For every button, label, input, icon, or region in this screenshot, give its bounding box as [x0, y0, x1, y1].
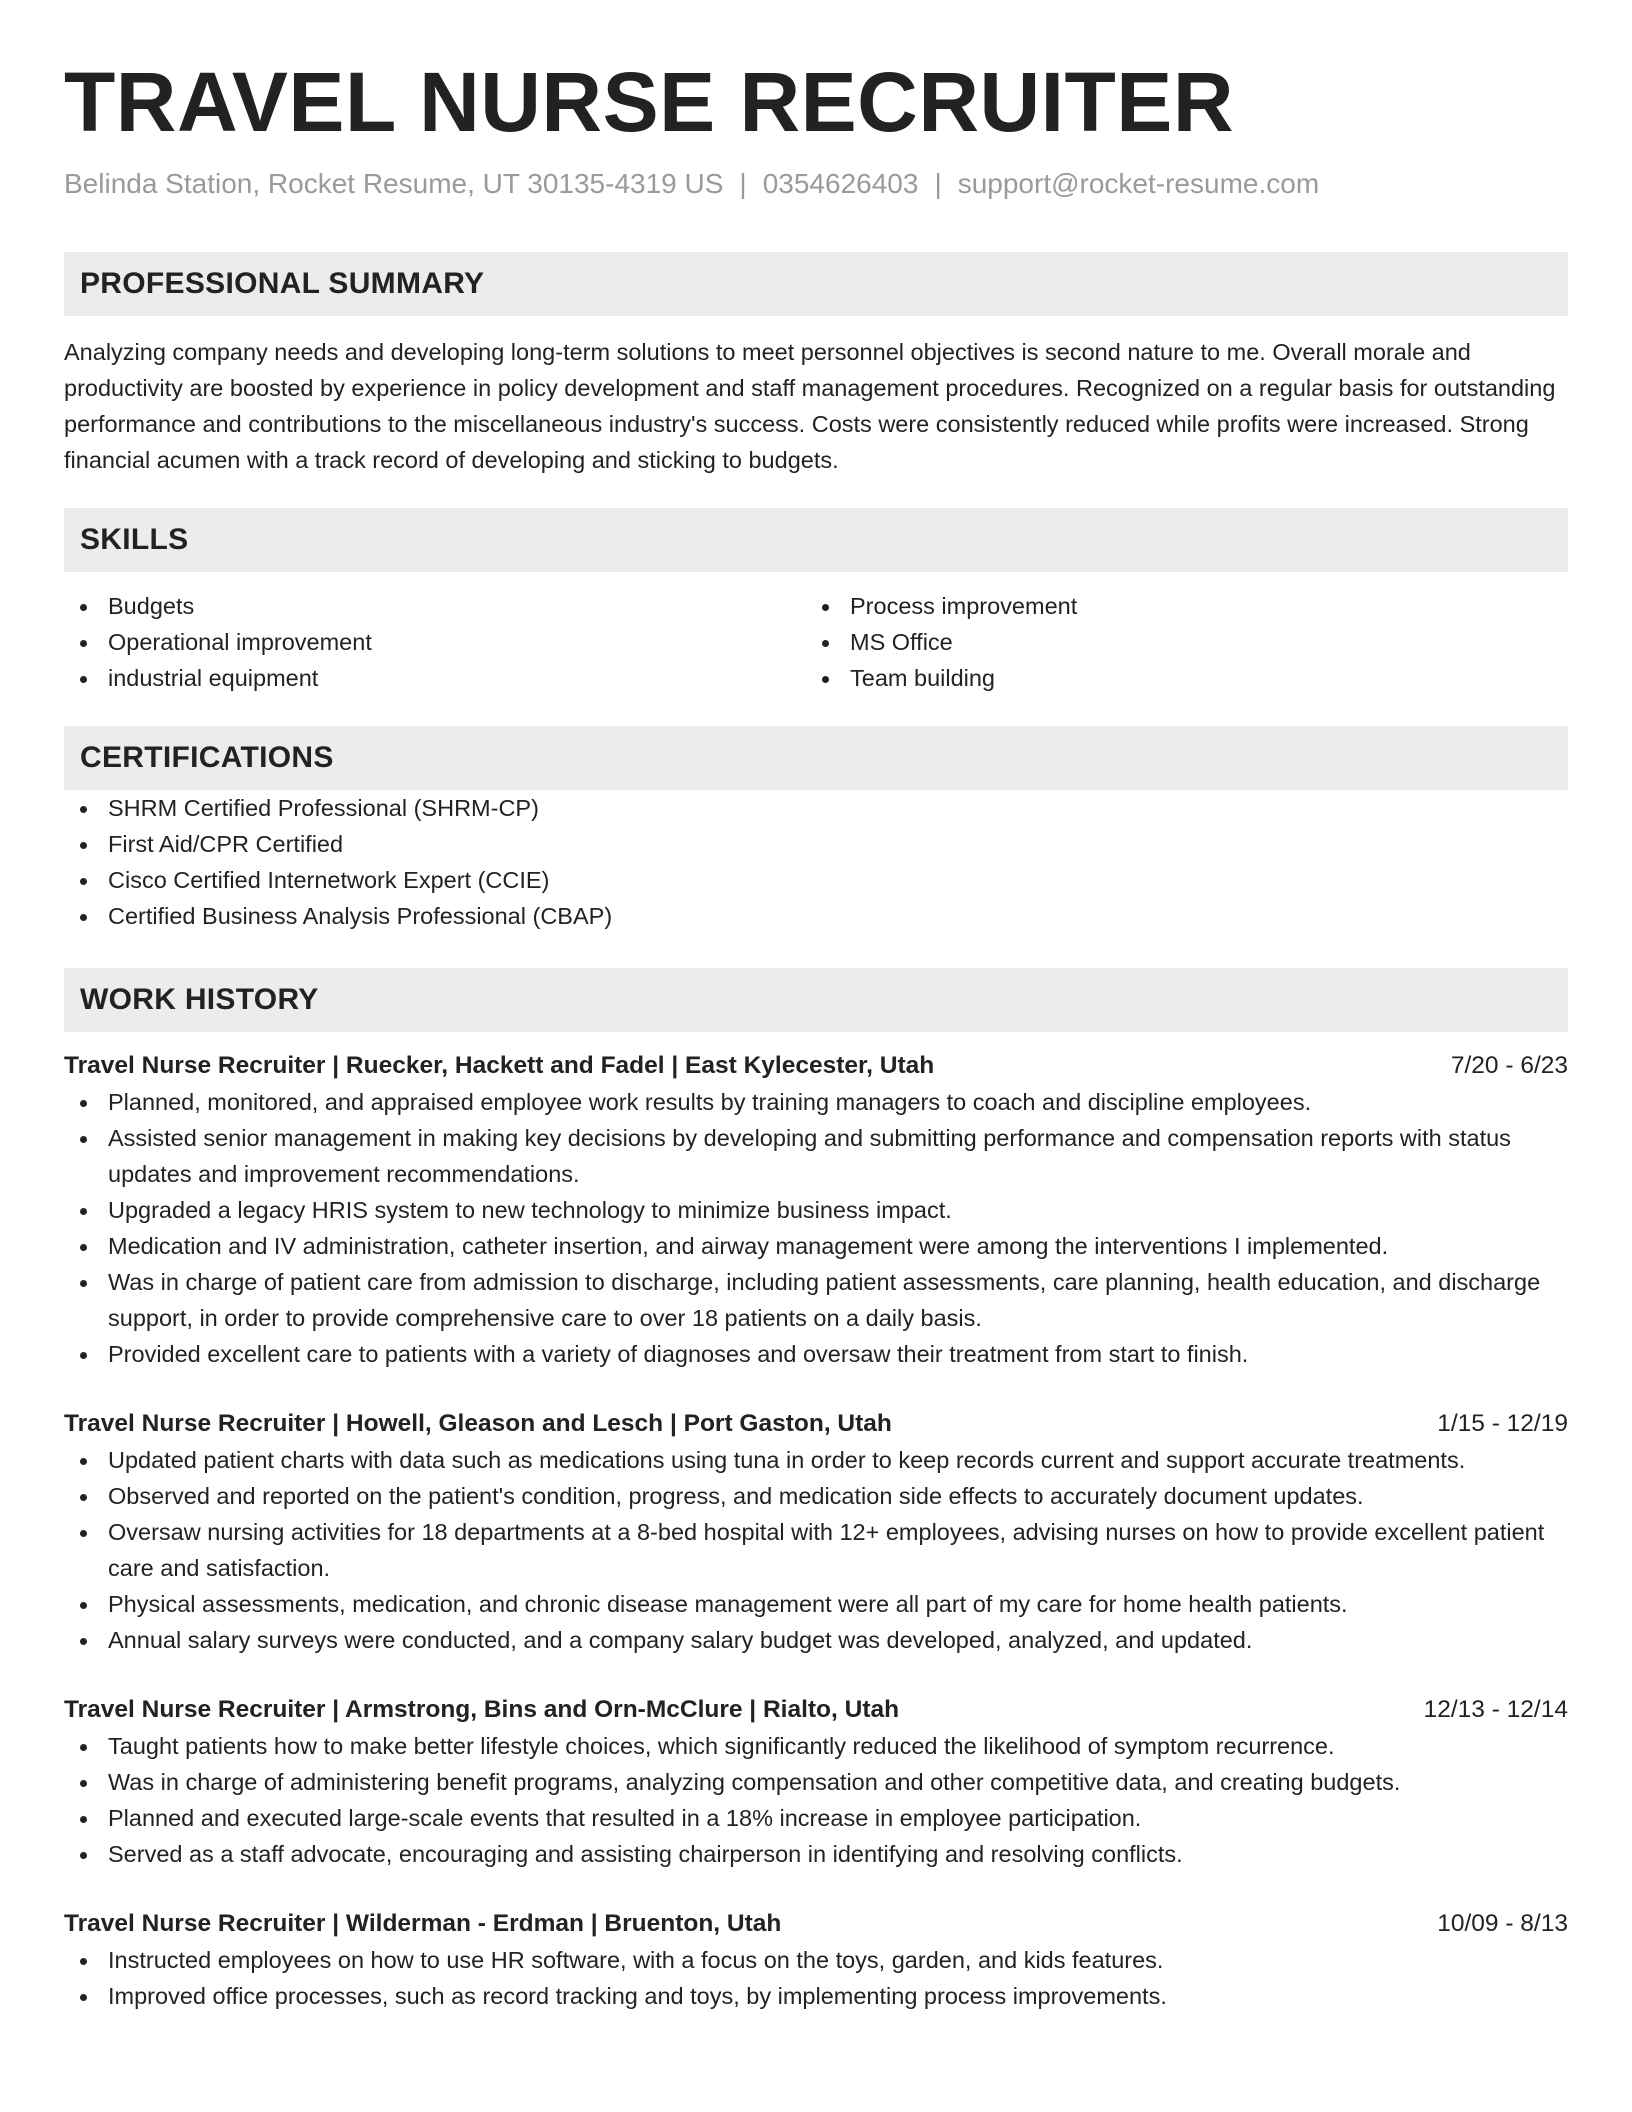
job-header — [64, 1692, 1568, 1728]
job-bullet: Provided excellent care to patients with a variety of diagnoses and oversaw their treatment from start to finish. — [64, 1336, 1568, 1372]
section-header-summary: PROFESSIONAL SUMMARY — [64, 252, 1568, 316]
job-bullet: Was in charge of patient care from admission to discharge, including patient assessments, care planning, health education, and discharge support, in order to provide comprehensive care to over 18 patients on a daily basis. — [64, 1264, 1568, 1336]
job-entry — [64, 1048, 1568, 1372]
job-header — [64, 1906, 1568, 1942]
skill-item: MS Office — [806, 624, 1548, 660]
job-bullets — [64, 1728, 1568, 1872]
certification-item: Cisco Certified Internetwork Expert (CCIE) — [64, 862, 1568, 898]
skill-item: Budgets — [64, 588, 806, 624]
contact-phone: 0354626403 — [762, 168, 919, 199]
job-bullet: Physical assessments, medication, and chronic disease management were all part of my care for home health patients. — [64, 1586, 1568, 1622]
contact-separator: | — [934, 168, 942, 199]
contact-line — [64, 164, 1568, 204]
job-bullet: Oversaw nursing activities for 18 departments at a 8-bed hospital with 12+ employees, advising nurses on how to provide excellent patient care and satisfaction. — [64, 1514, 1568, 1586]
job-bullet: Taught patients how to make better lifestyle choices, which significantly reduced the likelihood of symptom recurrence. — [64, 1728, 1568, 1764]
certifications-list — [64, 790, 1568, 934]
section-header-skills: SKILLS — [64, 508, 1568, 572]
certification-item: First Aid/CPR Certified — [64, 826, 1568, 862]
skills-column-right — [806, 588, 1548, 696]
job-bullet: Planned, monitored, and appraised employee work results by training managers to coach and discipline employees. — [64, 1084, 1568, 1120]
job-header — [64, 1048, 1568, 1084]
job-dates: 1/15 - 12/19 — [1437, 1410, 1568, 1437]
section-header-work-history: WORK HISTORY — [64, 968, 1568, 1032]
page-title: TRAVEL NURSE RECRUITER — [64, 55, 1234, 149]
section-header-certifications: CERTIFICATIONS — [64, 726, 1568, 790]
skill-item: Operational improvement — [64, 624, 806, 660]
job-entry — [64, 1692, 1568, 1872]
contact-email: support@rocket-resume.com — [957, 168, 1320, 199]
certification-item: Certified Business Analysis Professional (CBAP) — [64, 898, 1568, 934]
job-bullet: Updated patient charts with data such as medications using tuna in order to keep records current and support accurate treatments. — [64, 1442, 1568, 1478]
job-bullet: Upgraded a legacy HRIS system to new technology to minimize business impact. — [64, 1192, 1568, 1228]
job-bullet: Planned and executed large-scale events that resulted in a 18% increase in employee participation. — [64, 1800, 1568, 1836]
job-title: Travel Nurse Recruiter | Wilderman - Erdman | Bruenton, Utah — [64, 1910, 782, 1937]
job-dates: 7/20 - 6/23 — [1450, 1052, 1568, 1079]
summary-text: Analyzing company needs and developing long-term solutions to meet personnel objectives is second nature to me. Overall morale and productivity are boosted by experience in policy development and staff management procedures. Recognized on a regular basis for outstanding performance and contributions to the miscellaneous industry's success. Costs were consistently reduced while profits were increased. Strong financial acumen with a track record of developing and sticking to budgets. — [64, 339, 1556, 473]
skill-item: Process improvement — [806, 588, 1548, 624]
job-title: Travel Nurse Recruiter | Ruecker, Hackett and Fadel | East Kylecester, Utah — [64, 1052, 935, 1079]
job-bullet: Medication and IV administration, catheter insertion, and airway management were among the interventions I implemented. — [64, 1228, 1568, 1264]
job-header — [64, 1406, 1568, 1442]
job-bullet: Observed and reported on the patient's condition, progress, and medication side effects to accurately document updates. — [64, 1478, 1568, 1514]
job-bullet: Assisted senior management in making key decisions by developing and submitting performance and compensation reports with status updates and improvement recommendations. — [64, 1120, 1568, 1192]
job-dates: 12/13 - 12/14 — [1423, 1696, 1568, 1723]
job-bullet: Improved office processes, such as record tracking and toys, by implementing process improvements. — [64, 1978, 1568, 2014]
job-bullet: Was in charge of administering benefit programs, analyzing compensation and other competitive data, and creating budgets. — [64, 1764, 1568, 1800]
skills-column-left — [64, 588, 806, 696]
job-entry — [64, 1906, 1568, 2014]
job-bullets — [64, 1442, 1568, 1658]
job-bullet: Annual salary surveys were conducted, and a company salary budget was developed, analyzed, and updated. — [64, 1622, 1568, 1658]
job-dates: 10/09 - 8/13 — [1437, 1910, 1568, 1937]
job-bullets — [64, 1084, 1568, 1372]
job-entry — [64, 1406, 1568, 1658]
job-bullet: Instructed employees on how to use HR software, with a focus on the toys, garden, and kids features. — [64, 1942, 1568, 1978]
job-title: Travel Nurse Recruiter | Howell, Gleason and Lesch | Port Gaston, Utah — [64, 1410, 892, 1437]
certification-item: SHRM Certified Professional (SHRM-CP) — [64, 790, 1568, 826]
skills-grid — [64, 588, 1568, 696]
contact-address: Belinda Station, Rocket Resume, UT 30135-4319 US — [64, 168, 724, 199]
job-bullet: Served as a staff advocate, encouraging and assisting chairperson in identifying and resolving conflicts. — [64, 1836, 1568, 1872]
job-title: Travel Nurse Recruiter | Armstrong, Bins and Orn-McClure | Rialto, Utah — [64, 1696, 900, 1723]
skill-item: industrial equipment — [64, 660, 806, 696]
contact-separator: | — [739, 168, 747, 199]
job-bullets — [64, 1942, 1568, 2014]
skill-item: Team building — [806, 660, 1548, 696]
